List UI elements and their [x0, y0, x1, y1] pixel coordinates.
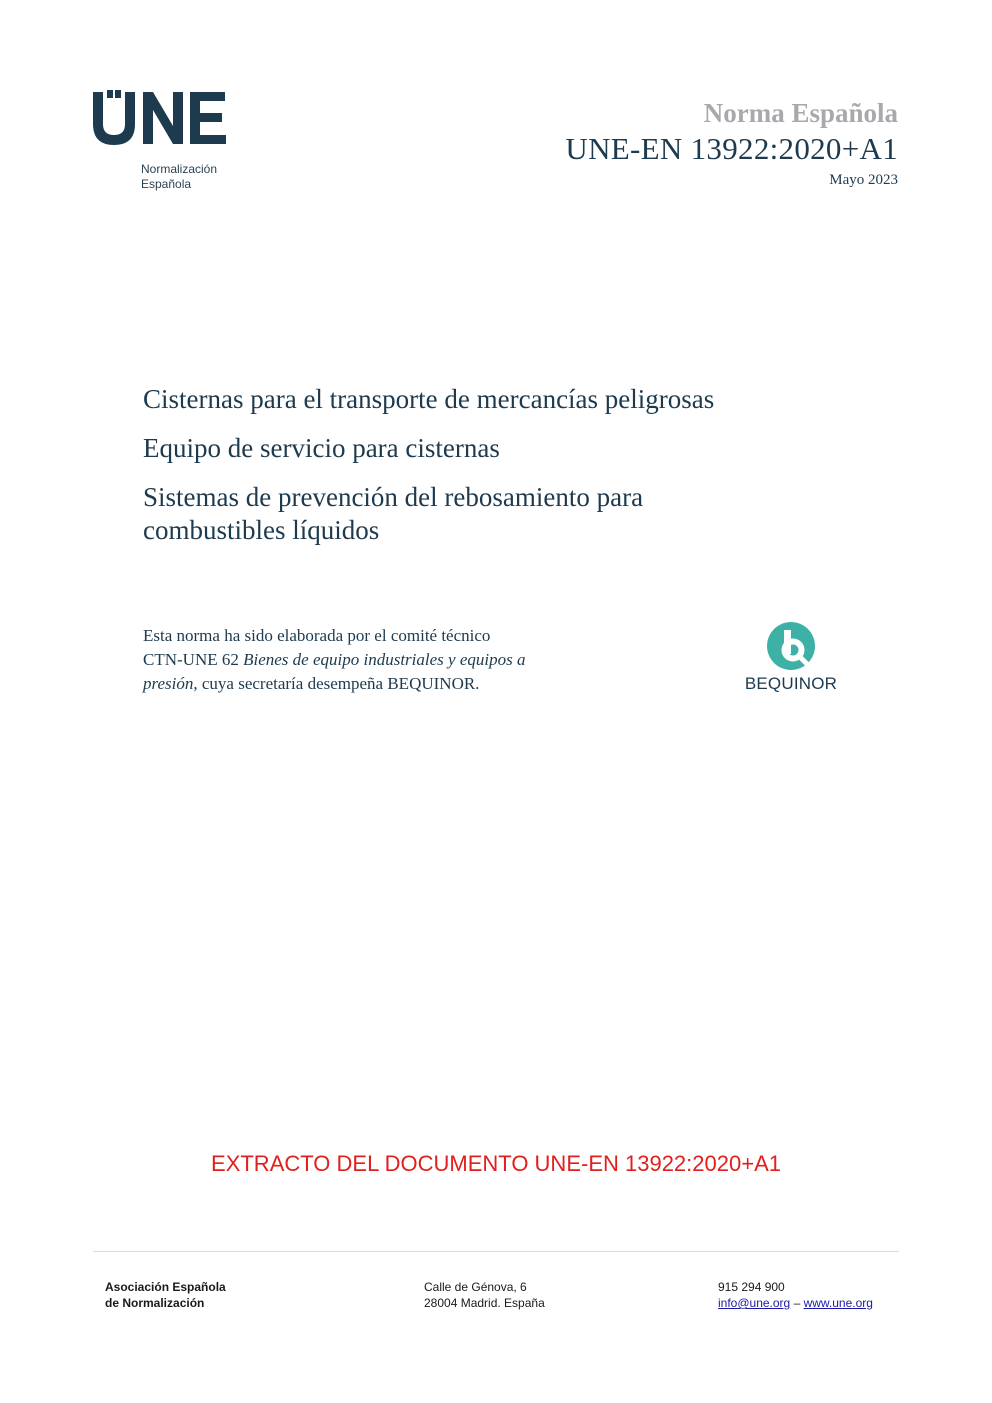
standard-code: UNE-EN 13922:2020+A1	[565, 131, 898, 166]
title-line-3: Sistemas de prevención del rebosamiento para	[143, 482, 644, 512]
footer-org-line1: Asociación Española	[105, 1280, 226, 1294]
une-wordmark-logo	[93, 90, 228, 146]
committee-name-part-a: Bienes de equipo industriales y equipos a	[243, 650, 526, 669]
footer-contact	[718, 1279, 873, 1311]
bequinor-logo	[735, 620, 847, 694]
footer-org-line2: de Normalización	[105, 1296, 205, 1310]
title-line-1: Cisternas para el transporte de mercancías peligrosas	[143, 384, 715, 414]
title-line-2: Equipo de servicio para cisternas	[143, 433, 500, 463]
footer-email-link[interactable]: info@une.org	[718, 1296, 791, 1310]
une-subtitle-line1: Normalización	[141, 162, 218, 176]
committee-statement	[143, 624, 613, 696]
standard-type-label: Norma Española	[703, 98, 898, 128]
une-subtitle-line2: Española	[141, 177, 192, 191]
footer-divider	[93, 1251, 899, 1252]
committee-code: CTN-UNE 62	[143, 650, 239, 669]
publication-date: Mayo 2023	[829, 172, 898, 188]
footer-addr-line1: Calle de Génova, 6	[424, 1280, 527, 1294]
standard-header	[565, 98, 898, 189]
title-line-4: combustibles líquidos	[143, 515, 380, 545]
committee-intro: Esta norma ha sido elaborada por el comité técnico	[143, 626, 491, 645]
bequinor-emblem-icon	[765, 620, 817, 672]
une-logo-subtitle	[141, 162, 217, 192]
footer-addr-line2: 28004 Madrid. España	[424, 1296, 545, 1310]
footer-website-link[interactable]: www.une.org	[803, 1296, 873, 1310]
committee-outro: , cuya secretaría desempeña BEQUINOR.	[193, 674, 480, 693]
bequinor-name: BEQUINOR	[744, 674, 838, 693]
footer-phone: 915 294 900	[718, 1280, 785, 1294]
footer-link-separator: –	[790, 1296, 804, 1310]
committee-name-part-b: presión	[143, 674, 194, 693]
footer-address	[424, 1279, 545, 1311]
extract-notice: EXTRACTO DEL DOCUMENTO UNE-EN 13922:2020+A1	[211, 1151, 781, 1176]
footer-organization	[105, 1279, 226, 1311]
document-titles	[143, 383, 863, 547]
